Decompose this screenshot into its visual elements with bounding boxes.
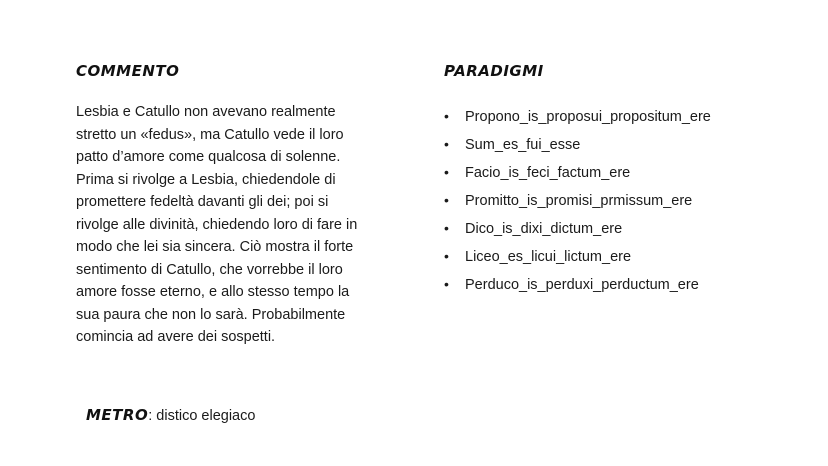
metro-line	[86, 406, 255, 424]
bullet-icon: •	[444, 248, 449, 264]
commento-line: Prima si rivolge a Lesbia, chiedendole di	[76, 171, 336, 188]
commento-heading: COMMENTO	[76, 62, 180, 80]
bullet-icon: •	[444, 220, 449, 236]
metro-label: METRO	[86, 406, 149, 424]
metro-value: distico elegiaco	[156, 408, 256, 424]
paradigm-text: Sum_es_fui_esse	[465, 137, 581, 153]
commento-line: amore fosse eterno, e allo stesso tempo la	[76, 284, 350, 300]
commento-line: modo che lei sia sincera. Ciò mostra il forte	[76, 239, 354, 255]
list-item	[444, 162, 711, 190]
metro-separator: :	[148, 408, 153, 424]
list-item	[444, 218, 711, 246]
list-item	[444, 246, 711, 274]
list-item	[444, 274, 711, 302]
list-item	[444, 190, 711, 218]
paradigm-text: Propono_is_proposui_propositum_ere	[465, 109, 711, 125]
paradigm-text: Liceo_es_licui_lictum_ere	[465, 249, 632, 265]
paradigmi-list	[444, 106, 711, 302]
paradigm-text: Dico_is_dixi_dictum_ere	[465, 221, 623, 237]
commento-line: rivolge alle divinità, chiedendo loro di fare in	[76, 216, 358, 233]
paradigm-text: Perduco_is_perduxi_perductum_ere	[465, 277, 699, 293]
paradigm-text: Facio_is_feci_factum_ere	[465, 165, 631, 181]
commento-line: patto d’amore come qualcosa di solenne.	[76, 149, 341, 165]
commento-line: promettere fedeltà davanti gli dei; poi si	[76, 194, 329, 210]
commento-line: comincia ad avere dei sospetti.	[76, 329, 276, 345]
bullet-icon: •	[444, 164, 449, 180]
commento-line: stretto un «fedus», ma Catullo vede il loro	[76, 126, 344, 143]
bullet-icon: •	[444, 136, 449, 152]
list-item	[444, 106, 711, 134]
bullet-icon: •	[444, 276, 449, 292]
commento-text	[76, 101, 396, 349]
bullet-icon: •	[444, 192, 449, 208]
commento-line: sentimento di Catullo, che vorrebbe il loro	[76, 261, 343, 278]
list-item	[444, 134, 711, 162]
paradigm-text: Promitto_is_promisi_prmissum_ere	[465, 193, 693, 209]
paradigmi-heading: PARADIGMI	[444, 62, 544, 80]
bullet-icon: •	[444, 108, 449, 124]
commento-line: Lesbia e Catullo non avevano realmente	[76, 104, 336, 120]
commento-line: sua paura che non lo sarà. Probabilmente	[76, 306, 346, 323]
